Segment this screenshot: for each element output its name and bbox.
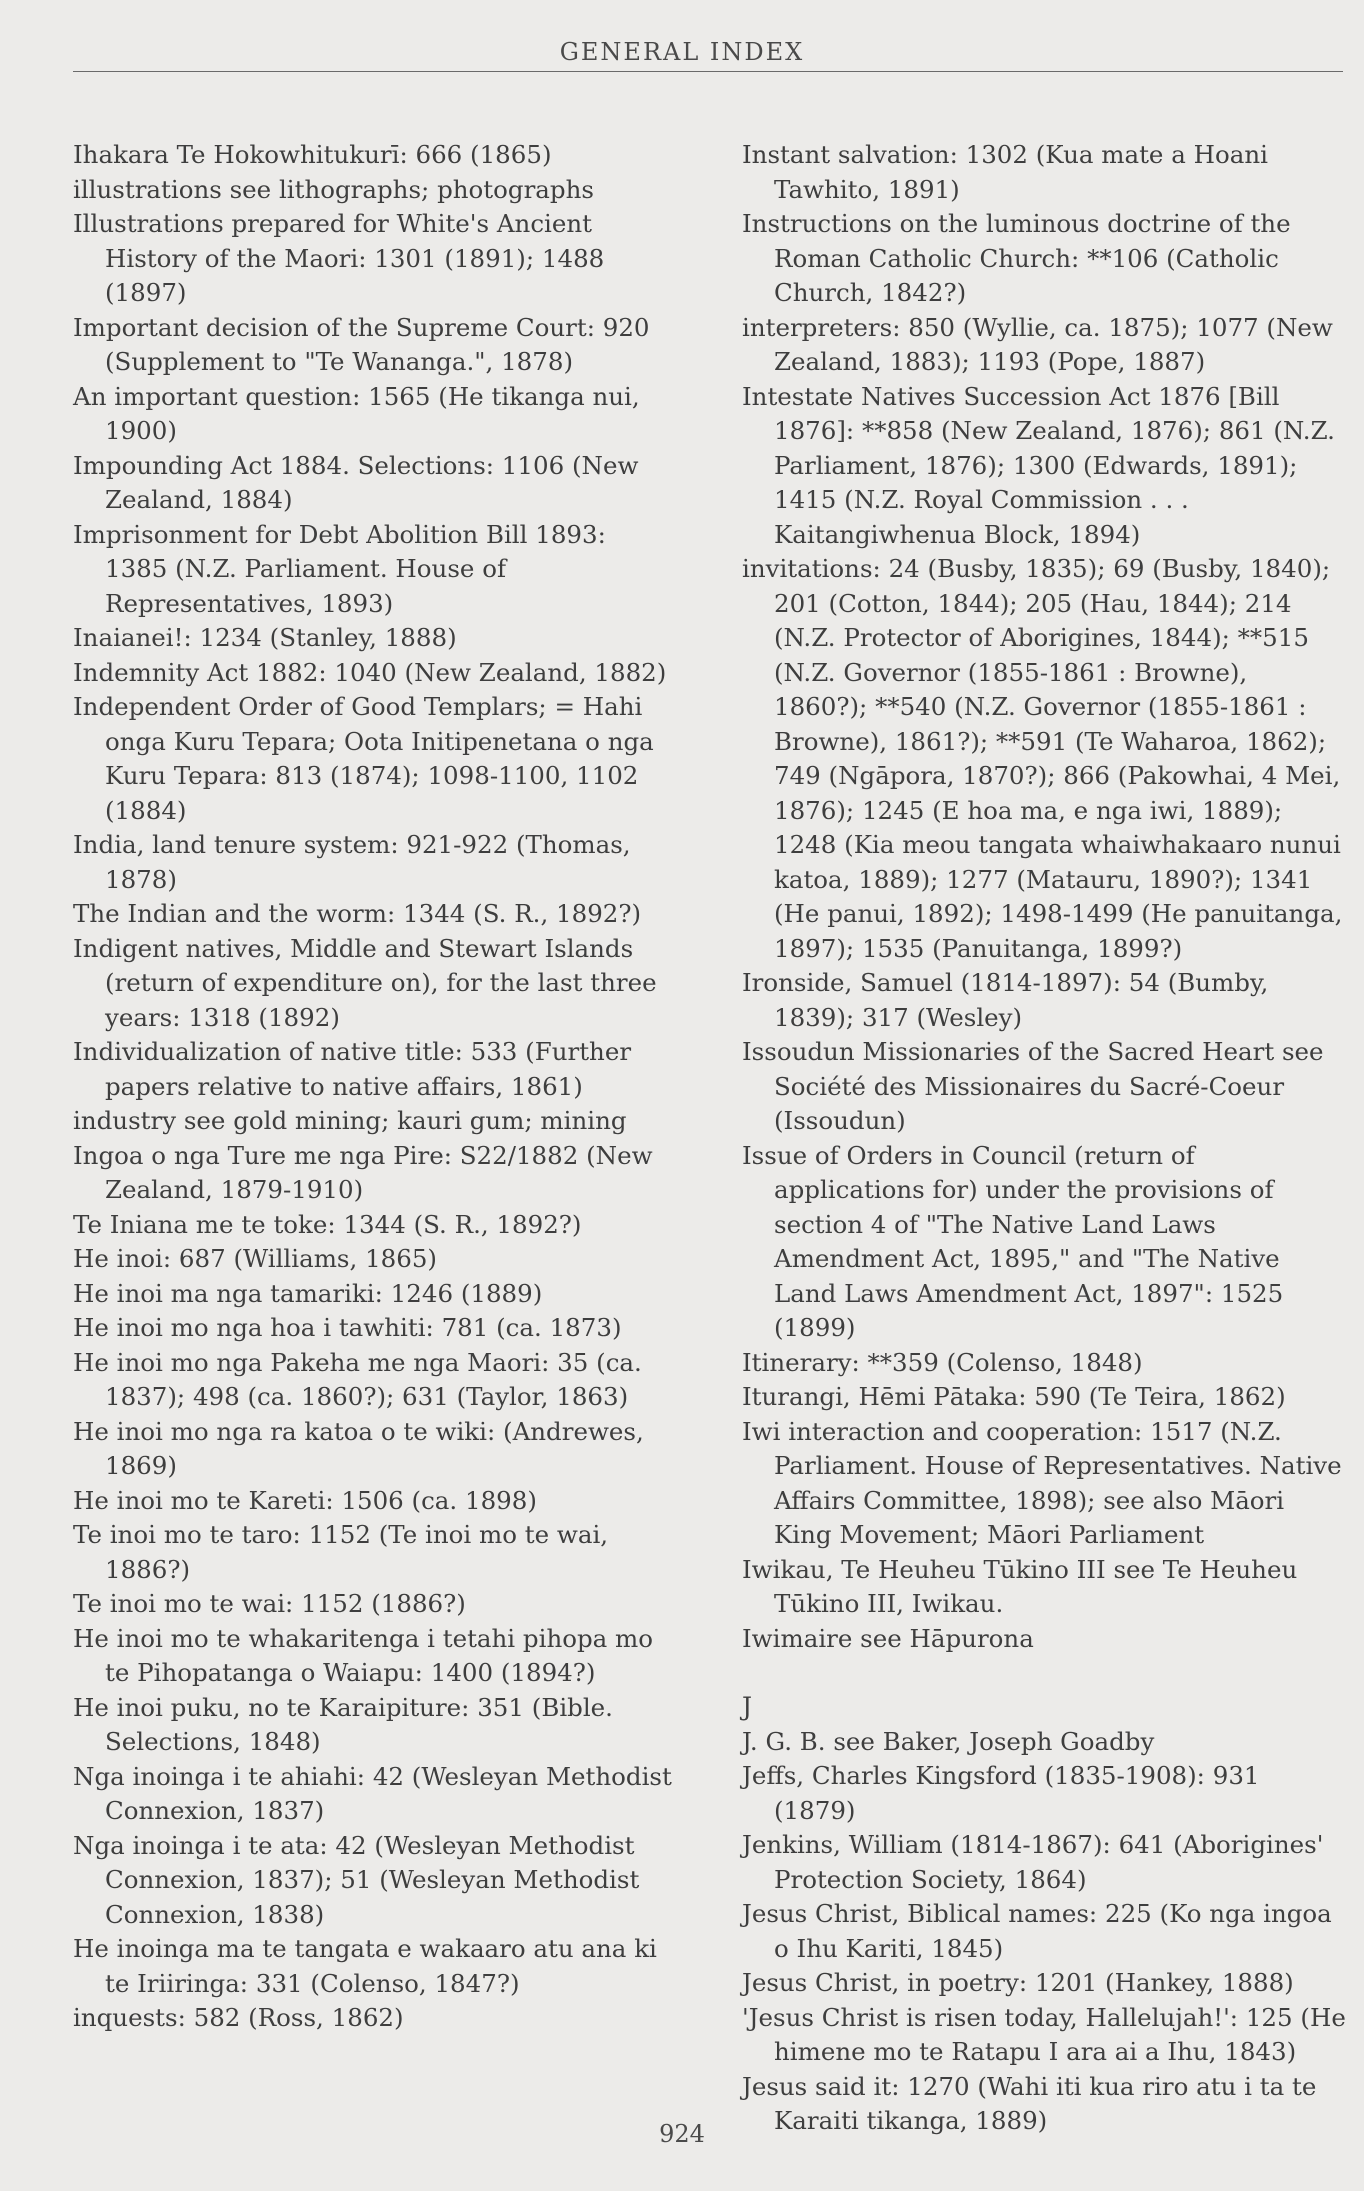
section-letter-j: J — [742, 1692, 753, 1721]
running-header: GENERAL INDEX — [559, 38, 805, 66]
index-entry: Independent Order of Good Templars; = Hahi onga Kuru Tepara; Oota Initipenetana o nga Kuru Tepara: 813 (1874); 1098-1100, 1102 (1884) — [73, 692, 654, 825]
index-entry: Jesus Christ, Biblical names: 225 (Ko nga ingoa o Ihu Kariti, 1845) — [742, 1899, 1332, 1963]
index-entry: He inoi puku, no te Karaipiture: 351 (Bible. Selections, 1848) — [73, 1692, 613, 1756]
index-entry: The Indian and the worm: 1344 (S. R., 1892?) — [73, 899, 642, 928]
index-entry: He inoi: 687 (Williams, 1865) — [73, 1244, 437, 1273]
index-entry: Instructions on the luminous doctrine of the Roman Catholic Church: **106 (Catholic Church, 1842?) — [742, 209, 1291, 307]
index-entry: He inoi mo nga ra katoa o te wiki: (Andrewes, 1869) — [73, 1416, 644, 1480]
index-entry: India, land tenure system: 921-922 (Thomas, 1878) — [73, 830, 631, 894]
index-entry: Jesus Christ, in poetry: 1201 (Hankey, 1888) — [742, 1968, 1294, 1997]
index-entry: Issoudun Missionaries of the Sacred Heart see Société des Missionaires du Sacré-Coeur (Issoudun) — [742, 1037, 1324, 1135]
index-entry: Inaianei!: 1234 (Stanley, 1888) — [73, 623, 457, 652]
index-entry: inquests: 582 (Ross, 1862) — [73, 2003, 404, 2032]
index-entry: He inoinga ma te tangata e wakaaro atu ana ki te Iriiringa: 331 (Colenso, 1847?) — [73, 1934, 657, 1998]
index-entry: Te inoi mo te wai: 1152 (1886?) — [73, 1589, 466, 1618]
index-entry: Itinerary: **359 (Colenso, 1848) — [742, 1347, 1143, 1377]
index-entry: Instant salvation: 1302 (Kua mate a Hoani Tawhito, 1891) — [742, 140, 1268, 204]
index-entry: Illustrations prepared for White's Ancient History of the Maori: 1301 (1891); 1488 (1897) — [73, 209, 605, 307]
index-entry: An important question: 1565 (He tikanga nui, 1900) — [73, 381, 640, 445]
index-entry: Individualization of native title: 533 (Further papers relative to native affairs, 1861) — [73, 1037, 632, 1101]
index-entry: Indemnity Act 1882: 1040 (New Zealand, 1882) — [73, 657, 667, 687]
index-entry: He inoi mo nga hoa i tawhiti: 781 (ca. 1873) — [73, 1313, 622, 1342]
index-entry: Issue of Orders in Council (return of applications for) under the provisions of section 4 of "The Native Land Laws Amendment Act, 1895," and "The Native Land Laws Amendment Act, 1897": 1525 (1899) — [742, 1140, 1284, 1342]
index-entry: Iwimaire see Hāpurona — [742, 1623, 1034, 1653]
index-entry: Impounding Act 1884. Selections: 1106 (New Zealand, 1884) — [73, 450, 639, 514]
index-entry: Jenkins, William (1814-1867): 641 (Aborigines' Protection Society, 1864) — [742, 1830, 1324, 1894]
index-entry: He inoi mo te Kareti: 1506 (ca. 1898) — [73, 1485, 537, 1515]
index-entry: Nga inoinga i te ata: 42 (Wesleyan Methodist Connexion, 1837); 51 (Wesleyan Methodist Connexion, 1838) — [73, 1830, 640, 1929]
index-entry: Ihakara Te Hokowhitukurī: 666 (1865) — [73, 140, 552, 169]
index-entry: invitations: 24 (Busby, 1835); 69 (Busby, 1840); 201 (Cotton, 1844); 205 (Hau, 1844); 214 (N.Z. Protector of Aborigines, 1844); **515 (N.Z. Governor (1855-1861 : Browne), 1860?); **540 (N.Z. Governor (1855-1861 : Browne), 1861?); **591 (Te Waharoa, 1862); 749 (Ngāpora, 1870?); 866 (Pakowhai, 4 Mei, 1876); 1245 (E hoa ma, e nga iwi, 1889); 1248 (Kia meou tangata whaiwhakaaro nunui katoa, 1889); 1277 (Matauru, 1890?); 1341 (He panui, 1892); 1498-1499 (He panuitanga, 1897); 1535 (Panuitanga, 1899?) — [742, 554, 1343, 963]
index-entry: J. G. B. see Baker, Joseph Goadby — [742, 1726, 1155, 1756]
index-entry: Te Iniana me te toke: 1344 (S. R., 1892?) — [73, 1209, 582, 1239]
index-entry: Iwikau, Te Heuheu Tūkino III see Te Heuheu Tūkino III, Iwikau. — [742, 1554, 1298, 1618]
index-entry: illustrations see lithographs; photographs — [73, 174, 594, 204]
index-entry: Ironside, Samuel (1814-1897): 54 (Bumby, 1839); 317 (Wesley) — [742, 968, 1269, 1032]
index-entry: interpreters: 850 (Wyllie, ca. 1875); 1077 (New Zealand, 1883); 1193 (Pope, 1887) — [742, 312, 1333, 376]
index-entry: industry see gold mining; kauri gum; mining — [73, 1106, 627, 1135]
index-entry: Imprisonment for Debt Abolition Bill 1893: 1385 (N.Z. Parliament. House of Representatives, 1893) — [73, 519, 606, 618]
index-entry: Jeffs, Charles Kingsford (1835-1908): 931 (1879) — [742, 1761, 1260, 1825]
page-number: 924 — [659, 2120, 705, 2148]
index-entry: Nga inoinga i te ahiahi: 42 (Wesleyan Methodist Connexion, 1837) — [73, 1761, 672, 1825]
index-entry: Iwi interaction and cooperation: 1517 (N.Z. Parliament. House of Representatives. Native Affairs Committee, 1898); see also Māori King Movement; Māori Parliament — [742, 1416, 1342, 1549]
index-entry: Important decision of the Supreme Court: 920 (Supplement to "Te Wananga.", 1878) — [73, 312, 650, 376]
right-column — [742, 138, 1347, 2139]
index-entry: Indigent natives, Middle and Stewart Islands (return of expenditure on), for the last three years: 1318 (1892) — [73, 933, 657, 1032]
index-entry: Iturangi, Hēmi Pātaka: 590 (Te Teira, 1862) — [742, 1382, 1286, 1411]
index-entry: Ingoa o nga Ture me nga Pire: S22/1882 (New Zealand, 1879-1910) — [73, 1140, 653, 1204]
left-column — [73, 138, 673, 2036]
index-entry: Te inoi mo te taro: 1152 (Te inoi mo te wai, 1886?) — [73, 1520, 609, 1584]
index-entry: Intestate Natives Succession Act 1876 [Bill 1876]: **858 (New Zealand, 1876); 861 (N.Z. Parliament, 1876); 1300 (Edwards, 1891); 1415 (N.Z. Royal Commission . . . Kaitangiwhenua Block, 1894) — [742, 381, 1335, 549]
index-entry: 'Jesus Christ is risen today, Hallelujah!': 125 (He himene mo te Ratapu I ara ai a Ihu, 1843) — [742, 2002, 1346, 2066]
j-entries — [742, 1725, 1347, 2139]
index-entry: He inoi mo te whakaritenga i tetahi pihopa mo te Pihopatanga o Waiapu: 1400 (1894?) — [73, 1623, 654, 1687]
header-rule — [73, 71, 1343, 72]
index-entry: He inoi mo nga Pakeha me nga Maori: 35 (ca. 1837); 498 (ca. 1860?); 631 (Taylor, 1863) — [73, 1347, 642, 1411]
i-entries-continued — [742, 138, 1347, 1656]
index-entry: Jesus said it: 1270 (Wahi iti kua riro atu i ta te Karaiti tikanga, 1889) — [742, 2071, 1317, 2135]
index-entry: He inoi ma nga tamariki: 1246 (1889) — [73, 1278, 543, 1308]
